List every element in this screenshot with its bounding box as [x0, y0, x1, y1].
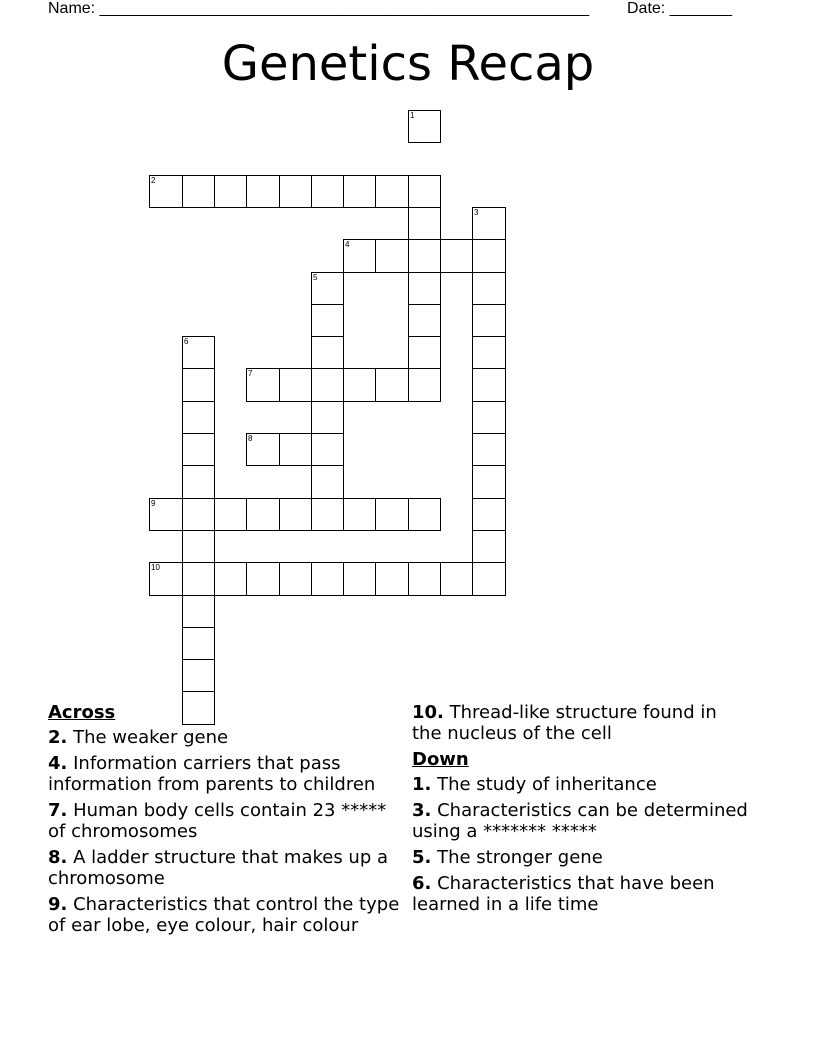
clues-right-column — [412, 702, 752, 920]
crossword-cell[interactable] — [472, 465, 506, 499]
clue-number-label: 1 — [410, 111, 415, 120]
clue-number: 9. — [48, 894, 68, 915]
crossword-cell[interactable] — [408, 304, 441, 337]
clue-text: Characteristics that control the type of ear lobe, eye colour, hair colour — [48, 894, 400, 936]
crossword-cell[interactable] — [472, 433, 506, 466]
crossword-cell[interactable] — [311, 175, 344, 208]
crossword-cell[interactable] — [408, 110, 441, 143]
crossword-cell[interactable] — [311, 336, 344, 369]
crossword-cell[interactable] — [182, 659, 215, 692]
crossword-cell[interactable] — [375, 368, 409, 402]
crossword-cell[interactable] — [343, 498, 376, 531]
clue-down-5 — [412, 847, 752, 868]
crossword-cell[interactable] — [375, 239, 409, 273]
crossword-cell[interactable] — [343, 239, 376, 273]
clue-number: 5. — [412, 847, 432, 868]
crossword-cell[interactable] — [472, 207, 506, 240]
crossword-cell[interactable] — [182, 562, 215, 596]
crossword-cell[interactable] — [214, 175, 247, 208]
crossword-cell[interactable] — [279, 498, 312, 531]
crossword-cell[interactable] — [246, 175, 280, 208]
clue-across-2 — [48, 727, 400, 748]
crossword-cell[interactable] — [408, 336, 441, 369]
clue-number-label: 5 — [313, 273, 318, 282]
clue-text: Information carriers that pass information from parents to children — [48, 753, 376, 795]
crossword-cell[interactable] — [375, 175, 409, 208]
crossword-cell[interactable] — [182, 175, 215, 208]
clue-number-label: 10 — [151, 563, 160, 572]
crossword-cell[interactable] — [182, 336, 215, 369]
clue-number: 10. — [412, 702, 444, 723]
crossword-cell[interactable] — [343, 368, 376, 402]
crossword-cell[interactable] — [311, 368, 344, 402]
crossword-cell[interactable] — [311, 562, 344, 596]
clue-number-label: 4 — [345, 240, 350, 249]
crossword-cell[interactable] — [279, 433, 312, 466]
clue-number-label: 2 — [151, 176, 156, 185]
crossword-cell[interactable] — [182, 498, 215, 531]
crossword-cell[interactable] — [408, 239, 441, 273]
crossword-cell[interactable] — [408, 175, 441, 208]
crossword-cell[interactable] — [214, 562, 247, 596]
crossword-cell[interactable] — [279, 368, 312, 402]
clue-number: 1. — [412, 774, 432, 795]
clue-text: The stronger gene — [437, 847, 603, 868]
clue-down-1 — [412, 774, 752, 795]
clue-text: The study of inheritance — [437, 774, 657, 795]
crossword-cell[interactable] — [149, 562, 183, 596]
crossword-cell[interactable] — [375, 562, 409, 596]
date-field[interactable]: Date: _______ — [627, 0, 732, 17]
clues-left-column — [48, 702, 400, 941]
clue-number: 8. — [48, 847, 68, 868]
across-heading: Across — [48, 702, 116, 723]
crossword-cell[interactable] — [343, 562, 376, 596]
clue-across-8 — [48, 847, 400, 889]
crossword-cell[interactable] — [408, 562, 441, 596]
crossword-cell[interactable] — [279, 562, 312, 596]
clue-text: Human body cells contain 23 ***** of chromosomes — [48, 800, 387, 842]
crossword-cell[interactable] — [311, 498, 344, 531]
clue-text: Characteristics that have been learned in a life time — [412, 873, 715, 915]
page-title: Genetics Recap — [221, 36, 595, 92]
crossword-cell[interactable] — [182, 433, 215, 466]
crossword-cell[interactable] — [149, 498, 183, 531]
clue-number-label: 7 — [248, 369, 253, 378]
down-heading: Down — [412, 749, 469, 770]
clue-across-10 — [412, 702, 752, 744]
clue-text: Characteristics can be determined using a ******* ***** — [412, 800, 748, 842]
crossword-cell[interactable] — [311, 401, 344, 434]
clue-number-label: 3 — [474, 208, 479, 217]
crossword-cell[interactable] — [408, 272, 441, 305]
crossword-cell[interactable] — [246, 433, 280, 466]
crossword-cell[interactable] — [343, 175, 376, 208]
clue-text: Thread-like structure found in the nucleus of the cell — [412, 702, 717, 744]
clue-number: 6. — [412, 873, 432, 894]
crossword-cell[interactable] — [472, 530, 506, 563]
crossword-cell[interactable] — [408, 368, 441, 402]
crossword-cell[interactable] — [472, 401, 506, 434]
clue-number: 3. — [412, 800, 432, 821]
crossword-cell[interactable] — [279, 175, 312, 208]
clue-down-6 — [412, 873, 752, 915]
crossword-cell[interactable] — [472, 562, 506, 596]
crossword-cell[interactable] — [182, 368, 215, 402]
crossword-cell[interactable] — [472, 304, 506, 337]
clue-text: A ladder structure that makes up a chromosome — [48, 847, 389, 889]
crossword-cell[interactable] — [311, 304, 344, 337]
crossword-cell[interactable] — [311, 433, 344, 466]
crossword-cell[interactable] — [182, 627, 215, 660]
clue-down-3 — [412, 800, 752, 842]
crossword-cell[interactable] — [246, 368, 280, 402]
crossword-cell[interactable] — [182, 465, 215, 499]
clue-number-label: 8 — [248, 434, 253, 443]
crossword-cell[interactable] — [472, 368, 506, 402]
crossword-cell[interactable] — [440, 562, 473, 596]
crossword-cell[interactable] — [182, 401, 215, 434]
clue-number: 2. — [48, 727, 68, 748]
clue-across-9 — [48, 894, 400, 936]
crossword-cell[interactable] — [246, 562, 280, 596]
crossword-cell[interactable] — [311, 272, 344, 305]
crossword-cell[interactable] — [408, 498, 441, 531]
clue-across-7 — [48, 800, 400, 842]
crossword-cell[interactable] — [246, 498, 280, 531]
crossword-cell[interactable] — [472, 239, 506, 273]
crossword-cell[interactable] — [182, 530, 215, 563]
clue-number: 4. — [48, 753, 68, 774]
crossword-cell[interactable] — [375, 498, 409, 531]
crossword-cell[interactable] — [214, 498, 247, 531]
crossword-cell[interactable] — [311, 465, 344, 499]
name-field[interactable]: Name: _______________________________________________________ — [48, 0, 589, 17]
clue-across-4 — [48, 753, 400, 795]
clue-text: The weaker gene — [73, 727, 229, 748]
crossword-cell[interactable] — [472, 272, 506, 305]
clue-number-label: 9 — [151, 499, 156, 508]
crossword-cell[interactable] — [472, 336, 506, 369]
crossword-cell[interactable] — [408, 207, 441, 240]
clue-number: 7. — [48, 800, 68, 821]
crossword-cell[interactable] — [472, 498, 506, 531]
clue-number-label: 6 — [184, 337, 189, 346]
crossword-cell[interactable] — [182, 595, 215, 628]
crossword-cell[interactable] — [149, 175, 183, 208]
crossword-cell[interactable] — [440, 239, 473, 273]
